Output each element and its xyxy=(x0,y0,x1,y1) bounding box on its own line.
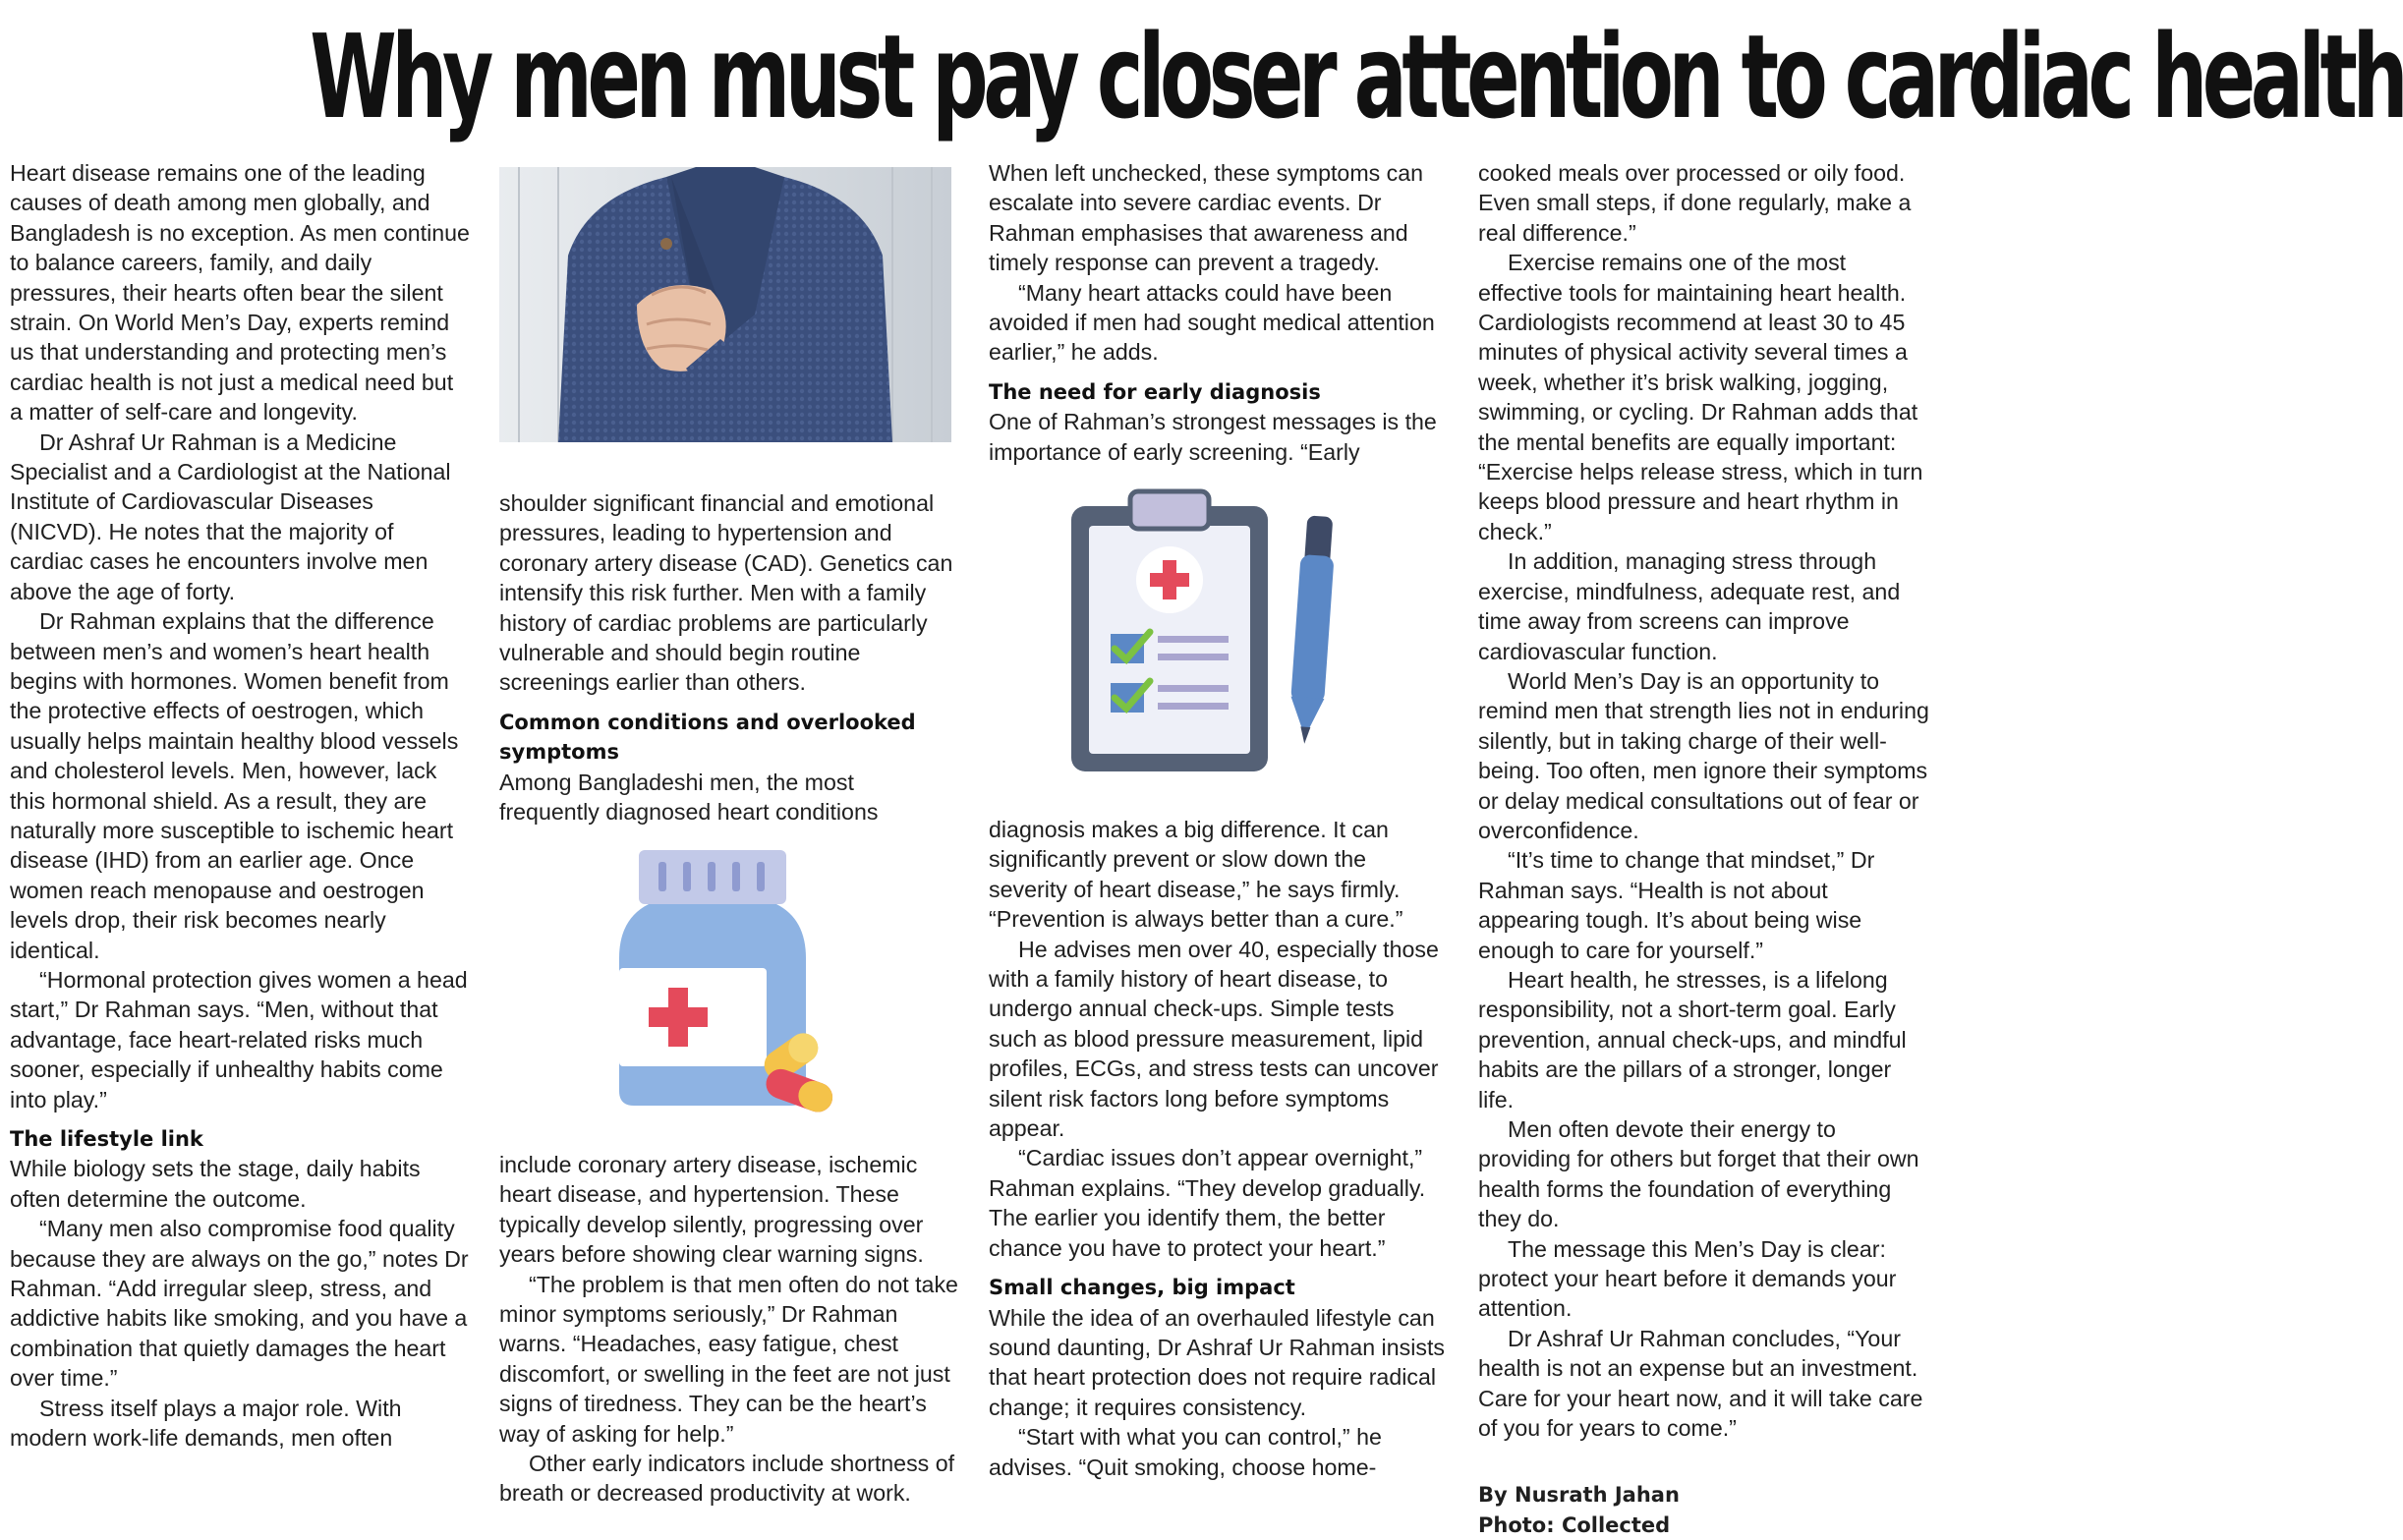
photo-credit: Photo: Collected xyxy=(1478,1512,1671,1537)
paragraph: Men often devote their energy to providing for others but forget that their own health forms the foundation of everything they do. xyxy=(1478,1116,1919,1232)
man-chest-photo xyxy=(499,167,951,442)
subheading-common-conditions: Common conditions and overlooked symptoms xyxy=(499,710,916,765)
paragraph: “It’s time to change that mindset,” Dr Rahman says. “Health is not about appearing tough. It’s about being wise enough to care for yourself.” xyxy=(1478,847,1875,963)
paragraph: “Many heart attacks could have been avoided if men had sought medical attention earlier,” he adds. xyxy=(989,279,1435,366)
medicine-bottle-icon xyxy=(604,840,840,1125)
paragraph: “Hormonal protection gives women a head start,” Dr Rahman says. “Men, without that advantage, face heart-related risks much sooner, especially if unhealthy habits come into play.” xyxy=(10,966,468,1112)
paragraph: World Men’s Day is an opportunity to remind men that strength lies not in enduring silently, but in taking charge of their well-being. Too often, men ignore their symptoms or delay medical consultations out of fear or overconfidence. xyxy=(1478,667,1929,843)
medicine-bottle-illustration xyxy=(604,840,840,1125)
paragraph: Stress itself plays a major role. With modern work-life demands, men often xyxy=(10,1395,402,1452)
paragraph: cooked meals over processed or oily food. Even small steps, if done regularly, make a real difference.” xyxy=(1478,160,1912,246)
column-2-bottom xyxy=(499,1150,959,1509)
paragraph: Among Bangladeshi men, the most frequently diagnosed heart conditions xyxy=(499,769,879,826)
paragraph: “Many men also compromise food quality because they are always on the go,” notes Dr Rahman. “Add irregular sleep, stress, and addictive habits like smoking, and you have a combination that quietly damages the heart over time.” xyxy=(10,1216,469,1392)
photo-illustration xyxy=(499,167,951,442)
paragraph: Exercise remains one of the most effective tools for maintaining heart health. Cardiologists recommend at least 30 to 45 minutes of physical activity several times a week, whether it’s brisk walking, jogging, swimming, or cycling. Dr Rahman adds that the mental benefits are equally important: “Exercise helps release stress, which in turn keeps blood pressure and heart rhythm in check.” xyxy=(1478,250,1923,544)
paragraph: Dr Rahman explains that the difference between men’s and women’s heart health begins with hormones. Women benefit from the protective effects of oestrogen, which usually helps maintain healthy blood vessels and cholesterol levels. Men, however, lack this hormonal shield. As a result, they are naturally more susceptible to ischemic heart disease (IHD) from an earlier age. Once women reach menopause and oestrogen levels drop, their risk becomes nearly identical. xyxy=(10,608,459,963)
clipboard-illustration xyxy=(1071,486,1356,781)
paragraph: While biology sets the stage, daily habits often determine the outcome. xyxy=(10,1156,421,1212)
paragraph: One of Rahman’s strongest messages is the importance of early screening. “Early xyxy=(989,409,1437,465)
column-3-top xyxy=(989,158,1447,467)
paragraph: In addition, managing stress through exercise, mindfulness, adequate rest, and time away from screens can improve cardiovascular function. xyxy=(1478,548,1901,664)
paragraph: diagnosis makes a big difference. It can significantly prevent or slow down the severity of heart disease,” he says firmly. “Prevention is always better than a cure.” xyxy=(989,817,1403,933)
paragraph: “Cardiac issues don’t appear overnight,” Rahman explains. “They develop gradually. The earlier you identify them, the better chance you have to protect your heart.” xyxy=(989,1145,1426,1261)
subheading-small-changes: Small changes, big impact xyxy=(989,1276,1295,1300)
column-2-top xyxy=(499,488,959,827)
paragraph: Dr Ashraf Ur Rahman is a Medicine Specialist and a Cardiologist at the National Institute of Cardiovascular Diseases (NICVD). He notes that the majority of cardiac cases he encounters involve men above the age of forty. xyxy=(10,428,451,604)
byline: By Nusrath Jahan xyxy=(1478,1483,1680,1508)
paragraph: While the idea of an overhauled lifestyle can sound daunting, Dr Ashraf Ur Rahman insists that heart protection does not require radical change; it requires consistency. xyxy=(989,1304,1445,1420)
column-4 xyxy=(1478,158,1930,1540)
column-3-bottom xyxy=(989,815,1447,1482)
paragraph: “Start with what you can control,” he advises. “Quit smoking, choose home- xyxy=(989,1424,1382,1480)
paragraph: The message this Men’s Day is clear: protect your heart before it demands your attention. xyxy=(1478,1235,1897,1322)
paragraph: “The problem is that men often do not take minor symptoms seriously,” Dr Rahman warns. “Headaches, easy fatigue, chest discomfort, or swelling in the feet are not just signs of tiredness. They can be the heart’s way of asking for help.” xyxy=(499,1271,958,1447)
paragraph: He advises men over 40, especially those with a family history of heart disease, to undergo annual check-ups. Simple tests such as blood pressure measurement, lipid profiles, ECGs, and stress tests can uncover silent risk factors long before symptoms appear. xyxy=(989,936,1439,1142)
paragraph: When left unchecked, these symptoms can escalate into severe cardiac events. Dr Rahman emphasises that awareness and timely response can prevent a tragedy. xyxy=(989,160,1424,276)
subheading-early-diagnosis: The need for early diagnosis xyxy=(989,379,1321,404)
subheading-lifestyle-link: The lifestyle link xyxy=(10,1127,203,1151)
clipboard-icon xyxy=(1071,486,1356,781)
paragraph: Other early indicators include shortness of breath or decreased productivity at work. xyxy=(499,1451,955,1507)
column-1 xyxy=(10,158,472,1453)
paragraph: Heart health, he stresses, is a lifelong responsibility, not a short-term goal. Early prevention, annual check-ups, and mindful habits are the pillars of a stronger, longer life. xyxy=(1478,966,1907,1112)
headline: Why men must pay closer attention to cardiac health xyxy=(310,9,2403,144)
paragraph: include coronary artery disease, ischemic heart disease, and hypertension. These typically develop silently, progressing over years before showing clear warning signs. xyxy=(499,1152,924,1268)
paragraph: Dr Ashraf Ur Rahman concludes, “Your health is not an expense but an investment. Care for your heart now, and it will take care of you for years to come.” xyxy=(1478,1325,1923,1442)
paragraph: shoulder significant financial and emotional pressures, leading to hypertension and coronary artery disease (CAD). Genetics can intensify this risk further. Men with a family history of cardiac problems are particularly vulnerable and should begin routine screenings earlier than others. xyxy=(499,490,953,696)
paragraph: Heart disease remains one of the leading causes of death among men globally, and Bangladesh is no exception. As men continue to balance careers, family, and daily pressures, their hearts often bear the silent strain. On World Men’s Day, experts remind us that understanding and protecting men’s cardiac health is not just a medical need but a matter of self-care and longevity. xyxy=(10,160,470,426)
